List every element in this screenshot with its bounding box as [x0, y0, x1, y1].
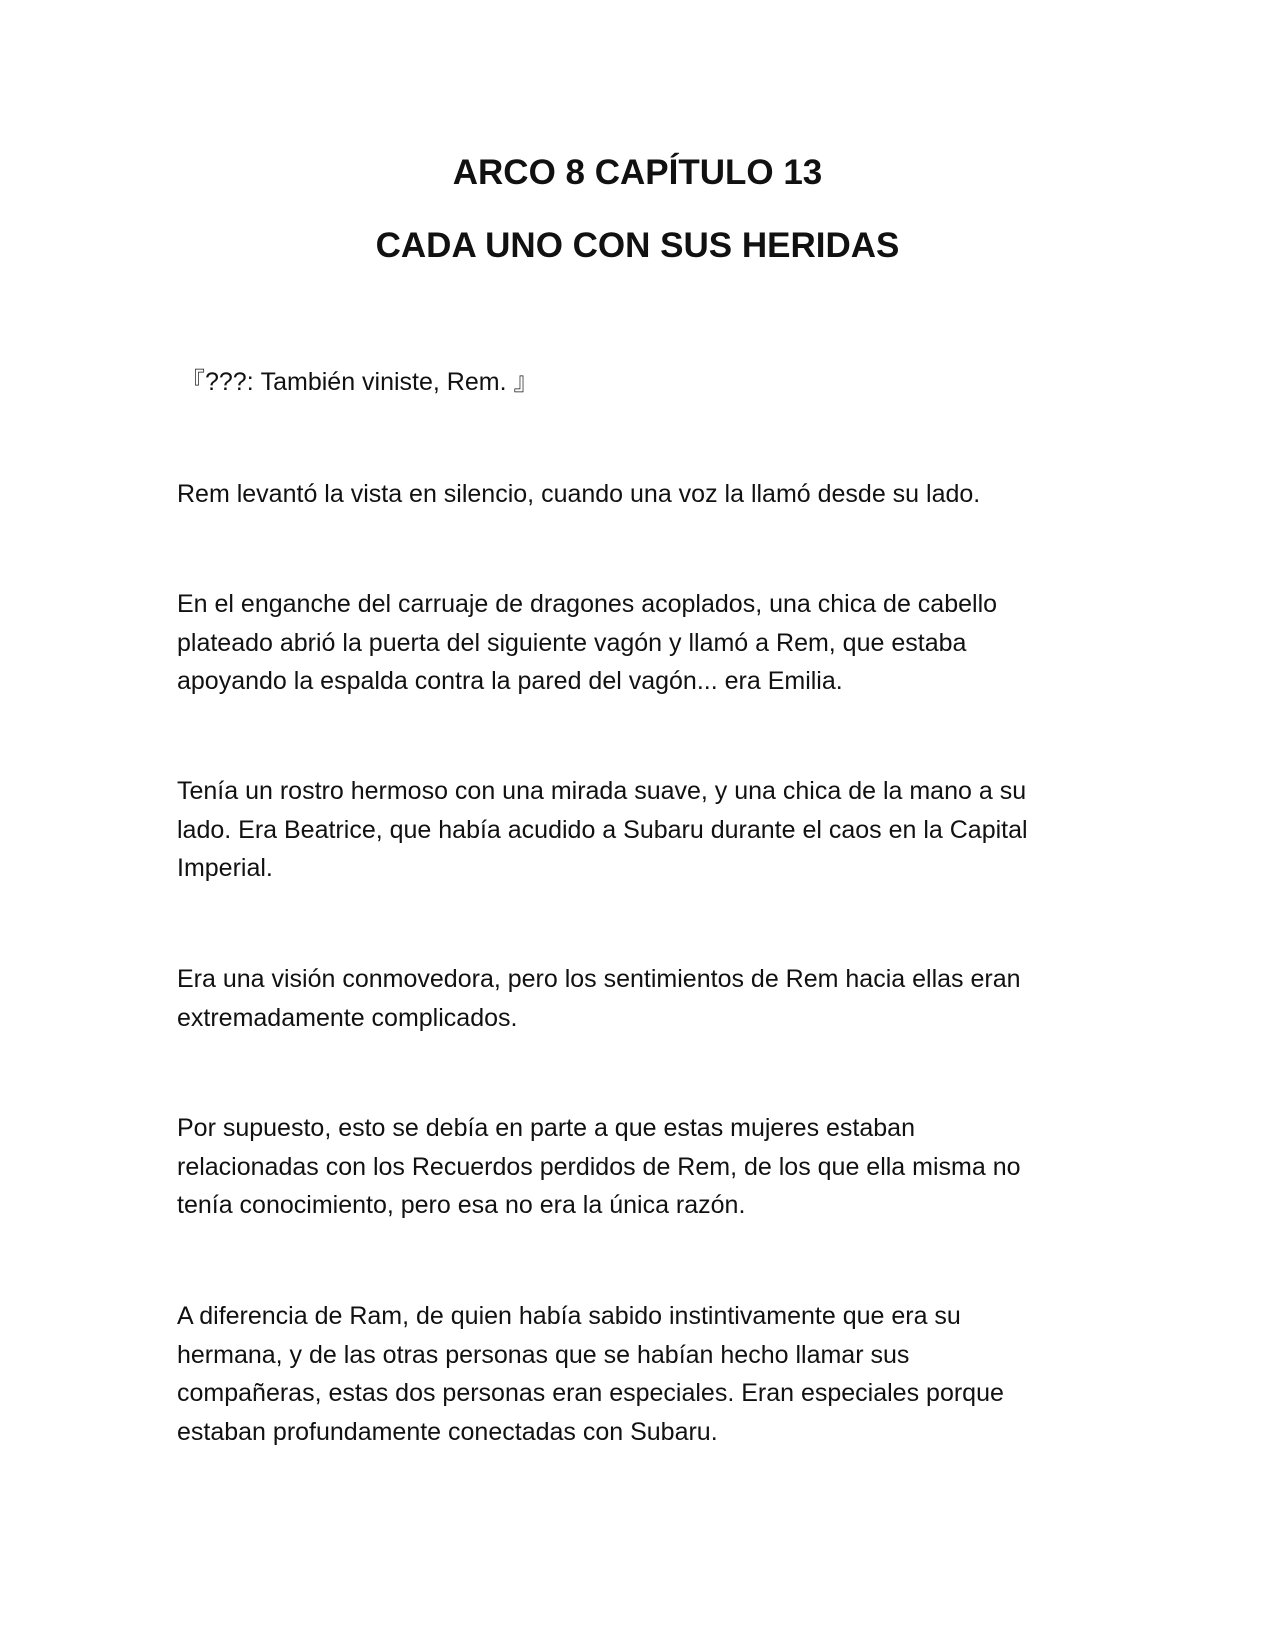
- paragraph-4: Era una visión conmovedora, pero los sentimientos de Rem hacia ellas eran extremadamente complicados.: [177, 965, 1021, 1032]
- paragraph-2: En el enganche del carruaje de dragones acoplados, una chica de cabello plateado abrió la puerta del siguiente vagón y llamó a Rem, que estaba apoyando la espalda contra la pared del vagón... era Emilia.: [177, 590, 998, 695]
- paragraph-3: Tenía un rostro hermoso con una mirada suave, y una chica de la mano a su lado. Era Beatrice, que había acudido a Subaru durante el caos en la Capital Imperial.: [177, 777, 1028, 882]
- chapter-subtitle: CADA UNO CON SUS HERIDAS: [375, 226, 900, 265]
- paragraph-5: Por supuesto, esto se debía en parte a que estas mujeres estaban relacionadas con los Recuerdos perdidos de Rem, de los que ella misma no tenía conocimiento, pero esa no era la única razón.: [177, 1114, 1021, 1219]
- dialogue-line: 『???: También viniste, Rem. 』: [180, 368, 539, 396]
- paragraph-6: A diferencia de Ram, de quien había sabido instintivamente que era su hermana, y de las otras personas que se habían hecho llamar sus compañeras, estas dos personas eran especiales. Eran especiales porque estaban profundamente conectadas con Subaru.: [177, 1302, 1004, 1446]
- paragraph-1: Rem levantó la vista en silencio, cuando una voz la llamó desde su lado.: [177, 480, 981, 508]
- chapter-title: ARCO 8 CAPÍTULO 13: [452, 153, 823, 192]
